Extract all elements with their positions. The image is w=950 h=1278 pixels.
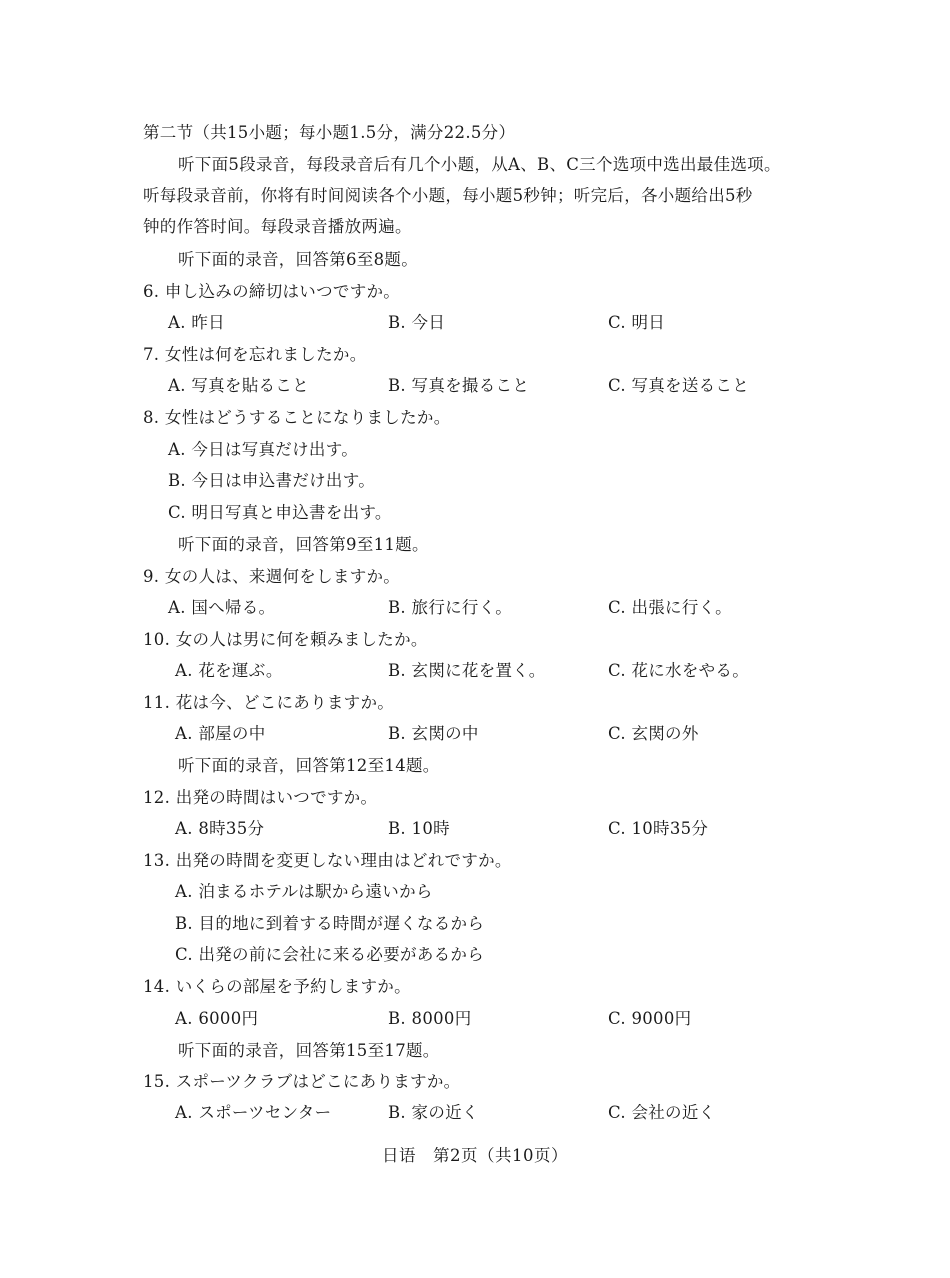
option-a: A. 6000円 xyxy=(175,1009,259,1028)
option-b: B. 8000円 xyxy=(388,1009,472,1028)
option-c: C. 花に水をやる。 xyxy=(608,661,750,680)
option-b: B. 10時 xyxy=(388,819,450,838)
option-c: C. 会社の近く xyxy=(608,1103,716,1122)
question-number: 9. xyxy=(143,567,160,586)
option-b: B. 旅行に行く。 xyxy=(388,598,513,617)
option-a: A. 昨日 xyxy=(168,313,225,332)
option-b: B. 玄関の中 xyxy=(388,724,479,743)
question-number: 10. xyxy=(143,630,171,649)
question-number: 15. xyxy=(143,1072,171,1091)
instruction-line-1: 听下面5段录音，每段录音后有几个小题，从A、B、C三个选项中选出最佳选项。 xyxy=(178,155,781,174)
option-a: A. 今日は写真だけ出す。 xyxy=(168,440,358,459)
question-number: 14. xyxy=(143,977,171,996)
question-text: 7. 女性は何を忘れましたか。 xyxy=(143,345,367,364)
option-c: C. 明日写真と申込書を出す。 xyxy=(168,503,392,522)
question-text: 12. 出発の時間はいつですか。 xyxy=(143,788,378,807)
option-a: A. 花を運ぶ。 xyxy=(175,661,283,680)
instruction-line-2: 听每段录音前，你将有时间阅读各个小题，每小题5秒钟；听完后，各小题给出5秒 xyxy=(143,186,753,205)
question-number: 13. xyxy=(143,851,171,870)
option-a: A. 8時35分 xyxy=(175,819,265,838)
option-b: B. 写真を撮ること xyxy=(388,376,530,395)
option-a: A. 泊まるホテルは駅から遠いから xyxy=(175,882,433,901)
section-header: 第二节（共15小题；每小题1.5分，满分22.5分） xyxy=(143,123,516,142)
group-intro: 听下面的录音，回答第9至11题。 xyxy=(178,535,429,554)
question-text: 11. 花は今、どこにありますか。 xyxy=(143,693,395,712)
option-c: C. 10時35分 xyxy=(608,819,709,838)
option-c: C. 写真を送ること xyxy=(608,376,750,395)
option-a: A. 写真を貼ること xyxy=(168,376,309,395)
group-intro: 听下面的录音，回答第15至17题。 xyxy=(178,1041,440,1060)
option-c: C. 9000円 xyxy=(608,1009,692,1028)
question-number: 11. xyxy=(143,693,171,712)
option-c: C. 明日 xyxy=(608,313,666,332)
question-text: 14. いくらの部屋を予約しますか。 xyxy=(143,977,411,996)
instruction-line-3: 钟的作答时间。每段录音播放两遍。 xyxy=(143,217,412,236)
option-c: C. 出発の前に会社に来る必要があるから xyxy=(175,945,485,964)
question-text: 10. 女の人は男に何を頼みましたか。 xyxy=(143,630,428,649)
group-intro: 听下面的录音，回答第12至14题。 xyxy=(178,756,440,775)
question-number: 12. xyxy=(143,788,171,807)
question-text: 13. 出発の時間を変更しない理由はどれですか。 xyxy=(143,851,512,870)
question-text: 9. 女の人は、来週何をしますか。 xyxy=(143,567,401,586)
option-c: C. 出張に行く。 xyxy=(608,598,732,617)
question-number: 8. xyxy=(143,408,160,427)
page-footer: 日语 第2页（共10页） xyxy=(382,1146,568,1165)
option-b: B. 今日 xyxy=(388,313,446,332)
group-intro: 听下面的录音，回答第6至8题。 xyxy=(178,250,418,269)
question-text: 15. スポーツクラブはどこにありますか。 xyxy=(143,1072,461,1091)
option-a: A. 部屋の中 xyxy=(175,724,266,743)
option-b: B. 今日は申込書だけ出す。 xyxy=(168,471,376,490)
option-c: C. 玄関の外 xyxy=(608,724,699,743)
option-b: B. 家の近く xyxy=(388,1103,479,1122)
option-a: A. 国へ帰る。 xyxy=(168,598,276,617)
question-number: 6. xyxy=(143,282,160,301)
question-text: 8. 女性はどうすることになりましたか。 xyxy=(143,408,451,427)
option-a: A. スポーツセンター xyxy=(175,1103,332,1122)
question-text: 6. 申し込みの締切はいつですか。 xyxy=(143,282,401,301)
option-b: B. 玄関に花を置く。 xyxy=(388,661,546,680)
option-b: B. 目的地に到着する時間が遅くなるから xyxy=(175,914,485,933)
question-number: 7. xyxy=(143,345,160,364)
